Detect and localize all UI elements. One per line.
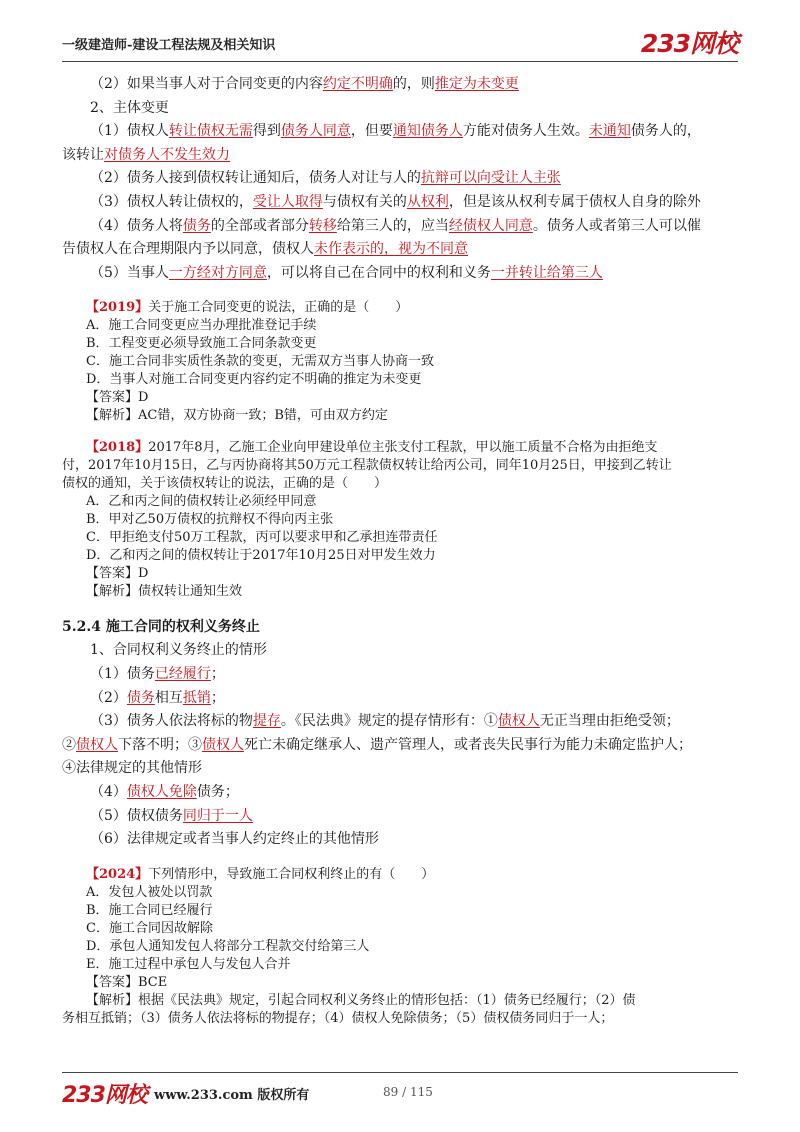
question-stem-cont: 付，2017年10月15日，乙与丙协商将其50万元工程款债权转让给丙公司，同年10月25日，甲接到乙转让 [62, 458, 672, 474]
question-stem: 【2019】关于施工合同变更的说法，正确的是（ ） [86, 300, 409, 316]
paragraph-full-assignment: （5）当事人一方经对方同意，可以将自己在合同中的权利和义务一并转让给第三人 [90, 264, 603, 281]
page-content [62, 73, 738, 1028]
question-2019 [62, 299, 738, 425]
question-option: D．承包人通知发包人将部分工程款交付给第三人 [86, 938, 370, 954]
paragraph-creditor-transfer: （1）债权人转让债权无需得到债务人同意，但要通知债务人方能对债务人生效。未通知债务人的， [90, 123, 701, 140]
question-option: D．当事人对施工合同变更内容约定不明确的推定为未变更 [86, 372, 422, 388]
question-option: B．甲对乙50万债权的抗辩权不得向丙主张 [86, 512, 334, 528]
termination-item-5: （5）债权债务同归于一人 [90, 807, 253, 824]
question-analysis: 【解析】根据《民法典》规定，引起合同权利义务终止的情形包括：（1）债务已经履行；（2）债 [86, 992, 636, 1008]
question-option: C．施工合同非实质性条款的变更，无需双方当事人协商一致 [86, 354, 434, 370]
termination-item-3: （3）债务人依法将标的物提存。《民法典》规定的提存情形有：①债权人无正当理由拒绝受领； [90, 713, 680, 730]
question-option: E．施工过程中承包人与发包人合并 [86, 956, 291, 972]
section-subtitle: 1、合同权利义务终止的情形 [90, 642, 267, 659]
termination-item-6: （6）法律规定或者当事人约定终止的其他情形 [90, 831, 379, 848]
paragraph-defense: （2）债务人接到债权转让通知后，债务人对让与人的抗辩可以向受让人主张 [90, 170, 561, 187]
paragraph-change-unclear: （2）如果当事人对于合同变更的内容约定不明确的，则推定为未变更 [90, 76, 519, 92]
question-stem: 【2024】下列情形中，导致施工合同权利终止的有（ ） [86, 866, 435, 882]
question-analysis-cont: 务相互抵销；（3）债务人依法将标的物提存；（4）债权人免除债务；（5）债权债务同归于一人； [62, 1010, 614, 1026]
termination-item-3-cont: ②债权人下落不明；③债权人死亡未确定继承人、遗产管理人，或者丧失民事行为能力未确定监护人； [62, 736, 692, 753]
footer-logo: 233网校 [62, 1083, 147, 1108]
termination-item-1: （1）债务已经履行； [90, 665, 225, 682]
question-answer: 【答案】D [86, 566, 149, 582]
footer-site: www.233.com 版权所有 [154, 1088, 310, 1103]
question-analysis: 【解析】债权转让通知生效 [86, 584, 243, 600]
termination-item-4: （4）债权人免除债务； [90, 783, 239, 800]
question-year: 【2019】 [86, 300, 149, 316]
question-2018 [62, 439, 738, 601]
question-option: B．施工合同已经履行 [86, 902, 213, 918]
section-title: 5.2.4 施工合同的权利义务终止 [62, 619, 260, 636]
termination-item-3-end: ④法律规定的其他情形 [62, 760, 202, 777]
page-header [62, 20, 738, 60]
termination-item-2: （2）债务相互抵销； [90, 689, 225, 706]
header-title: 一级建造师-建设工程法规及相关知识 [62, 38, 276, 53]
question-option: A．发包人被处以罚款 [86, 884, 213, 900]
question-option: C．甲拒绝支付50万工程款，丙可以要求甲和乙承担连带责任 [86, 530, 438, 546]
brand-logo: 233网校 [640, 29, 738, 58]
footer-divider [62, 1072, 738, 1073]
page-footer [62, 1078, 738, 1108]
paragraph-debt-transfer: （4）债务人将债务的全部或者部分转移给第三人的，应当经债权人同意。债务人或者第三人可以催 [90, 217, 701, 234]
question-answer: 【答案】BCE [86, 974, 168, 990]
question-answer: 【答案】D [86, 390, 149, 406]
paragraph-debt-transfer-cont: 告债权人在合理期限内予以同意，债权人未作表示的，视为不同意 [62, 241, 468, 258]
question-year: 【2024】 [86, 866, 149, 882]
header-divider [62, 61, 738, 62]
question-option: A．乙和丙之间的债权转让必须经甲同意 [86, 494, 317, 510]
question-stem: 【2018】2017年8月，乙施工企业向甲建设单位主张支付工程款，甲以施工质量不合格为由拒绝支 [86, 440, 658, 456]
paragraph-creditor-transfer-cont: 该转让对债务人不发生效力 [62, 146, 230, 163]
question-year: 【2018】 [86, 440, 149, 456]
page-number: 89 / 115 [383, 1085, 433, 1099]
question-analysis: 【解析】AC错，双方协商一致；B错，可由双方约定 [86, 408, 388, 424]
paragraph-accessory-rights: （3）债权人转让债权的，受让人取得与债权有关的从权利，但是该从权利专属于债权人自身的除外 [90, 193, 701, 210]
question-option: C．施工合同因故解除 [86, 920, 213, 936]
question-option: B．工程变更必须导致施工合同条款变更 [86, 336, 317, 352]
question-stem-cont: 债权的通知，关于该债权转让的说法，正确的是（ ） [62, 476, 388, 492]
question-2024 [62, 866, 738, 1028]
subheading-subject-change: 2、主体变更 [90, 99, 169, 116]
question-option: A．施工合同变更应当办理批准登记手续 [86, 318, 317, 334]
question-option: D．乙和丙之间的债权转让于2017年10月25日对甲发生效力 [86, 548, 436, 564]
